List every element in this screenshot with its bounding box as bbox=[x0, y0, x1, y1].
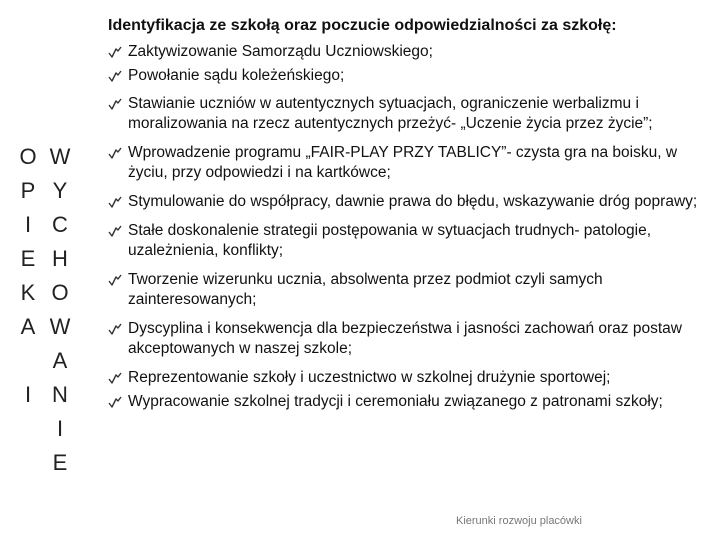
list-item-text: Wprowadzenie programu „FAIR-PLAY PRZY TABLICY”- czysta gra na boisku, w życiu, przy odpowiedzi i na kartkówce; bbox=[128, 144, 678, 181]
vertical-letter: A bbox=[52, 348, 68, 373]
checkmark-arrow-icon bbox=[108, 146, 122, 160]
vertical-title bbox=[16, 140, 76, 480]
list-item bbox=[108, 94, 706, 134]
footer-text: Kierunki rozwoju placówki bbox=[456, 515, 582, 527]
checkmark-arrow-icon bbox=[108, 224, 122, 238]
vertical-letter: H bbox=[52, 246, 68, 271]
vertical-row bbox=[16, 412, 76, 446]
list-item-text: Zaktywizowanie Samorządu Uczniowskiego; bbox=[128, 43, 433, 60]
vertical-letter: O bbox=[51, 280, 69, 305]
vertical-letter: W bbox=[49, 314, 71, 339]
vertical-letter: O bbox=[19, 144, 37, 169]
vertical-letter: E bbox=[52, 450, 68, 475]
bullet-list bbox=[108, 42, 706, 412]
checkmark-arrow-icon bbox=[108, 45, 122, 59]
vertical-letter: N bbox=[52, 382, 68, 407]
vertical-letter: K bbox=[20, 280, 36, 305]
list-item bbox=[108, 66, 706, 86]
vertical-letter: P bbox=[20, 178, 36, 203]
checkmark-arrow-icon bbox=[108, 322, 122, 336]
list-item bbox=[108, 392, 706, 412]
vertical-row bbox=[16, 446, 76, 480]
vertical-letter: C bbox=[52, 212, 68, 237]
list-item-text: Wypracowanie szkolnej tradycji i ceremoniału związanego z patronami szkoły; bbox=[128, 393, 663, 410]
vertical-row bbox=[16, 276, 76, 310]
vertical-letter: I bbox=[24, 382, 32, 407]
vertical-letter: E bbox=[20, 246, 36, 271]
vertical-letter: Y bbox=[52, 178, 68, 203]
list-item bbox=[108, 192, 706, 212]
vertical-row bbox=[16, 344, 76, 378]
list-item bbox=[108, 221, 706, 261]
checkmark-arrow-icon bbox=[108, 195, 122, 209]
list-item bbox=[108, 42, 706, 62]
vertical-row bbox=[16, 242, 76, 276]
checkmark-arrow-icon bbox=[108, 371, 122, 385]
list-item-text: Dyscyplina i konsekwencja dla bezpieczeństwa i jasności zachowań oraz postaw akceptowanych w naszej szkole; bbox=[128, 320, 682, 357]
list-item bbox=[108, 368, 706, 388]
list-item-text: Stałe doskonalenie strategii postępowania w sytuacjach trudnych- patologie, uzależnienia, konflikty; bbox=[128, 222, 652, 259]
vertical-letter: I bbox=[56, 416, 64, 441]
vertical-letter: W bbox=[49, 144, 71, 169]
vertical-row bbox=[16, 378, 76, 412]
list-item-text: Stawianie uczniów w autentycznych sytuacjach, ograniczenie werbalizmu i moralizowania na rzecz autentycznych przeżyć- „Uczenie życia przez życie”; bbox=[128, 95, 653, 132]
vertical-row bbox=[16, 174, 76, 208]
list-item bbox=[108, 143, 706, 183]
list-item-text: Reprezentowanie szkoły i uczestnictwo w szkolnej drużynie sportowej; bbox=[128, 369, 611, 386]
slide-heading: Identyfikacja ze szkołą oraz poczucie odpowiedzialności za szkołę: bbox=[108, 17, 617, 34]
vertical-letter: I bbox=[24, 212, 32, 237]
list-item bbox=[108, 270, 706, 310]
list-item bbox=[108, 319, 706, 359]
checkmark-arrow-icon bbox=[108, 273, 122, 287]
vertical-row bbox=[16, 310, 76, 344]
checkmark-arrow-icon bbox=[108, 69, 122, 83]
vertical-row bbox=[16, 208, 76, 242]
slide-content bbox=[108, 16, 706, 412]
list-item-text: Tworzenie wizerunku ucznia, absolwenta przez podmiot czyli samych zainteresowanych; bbox=[128, 271, 603, 308]
checkmark-arrow-icon bbox=[108, 97, 122, 111]
list-item-text: Stymulowanie do współpracy, dawnie prawa do błędu, wskazywanie dróg poprawy; bbox=[128, 193, 698, 210]
checkmark-arrow-icon bbox=[108, 395, 122, 409]
vertical-row bbox=[16, 140, 76, 174]
vertical-letter: A bbox=[20, 314, 36, 339]
list-item-text: Powołanie sądu koleżeńskiego; bbox=[128, 67, 345, 84]
